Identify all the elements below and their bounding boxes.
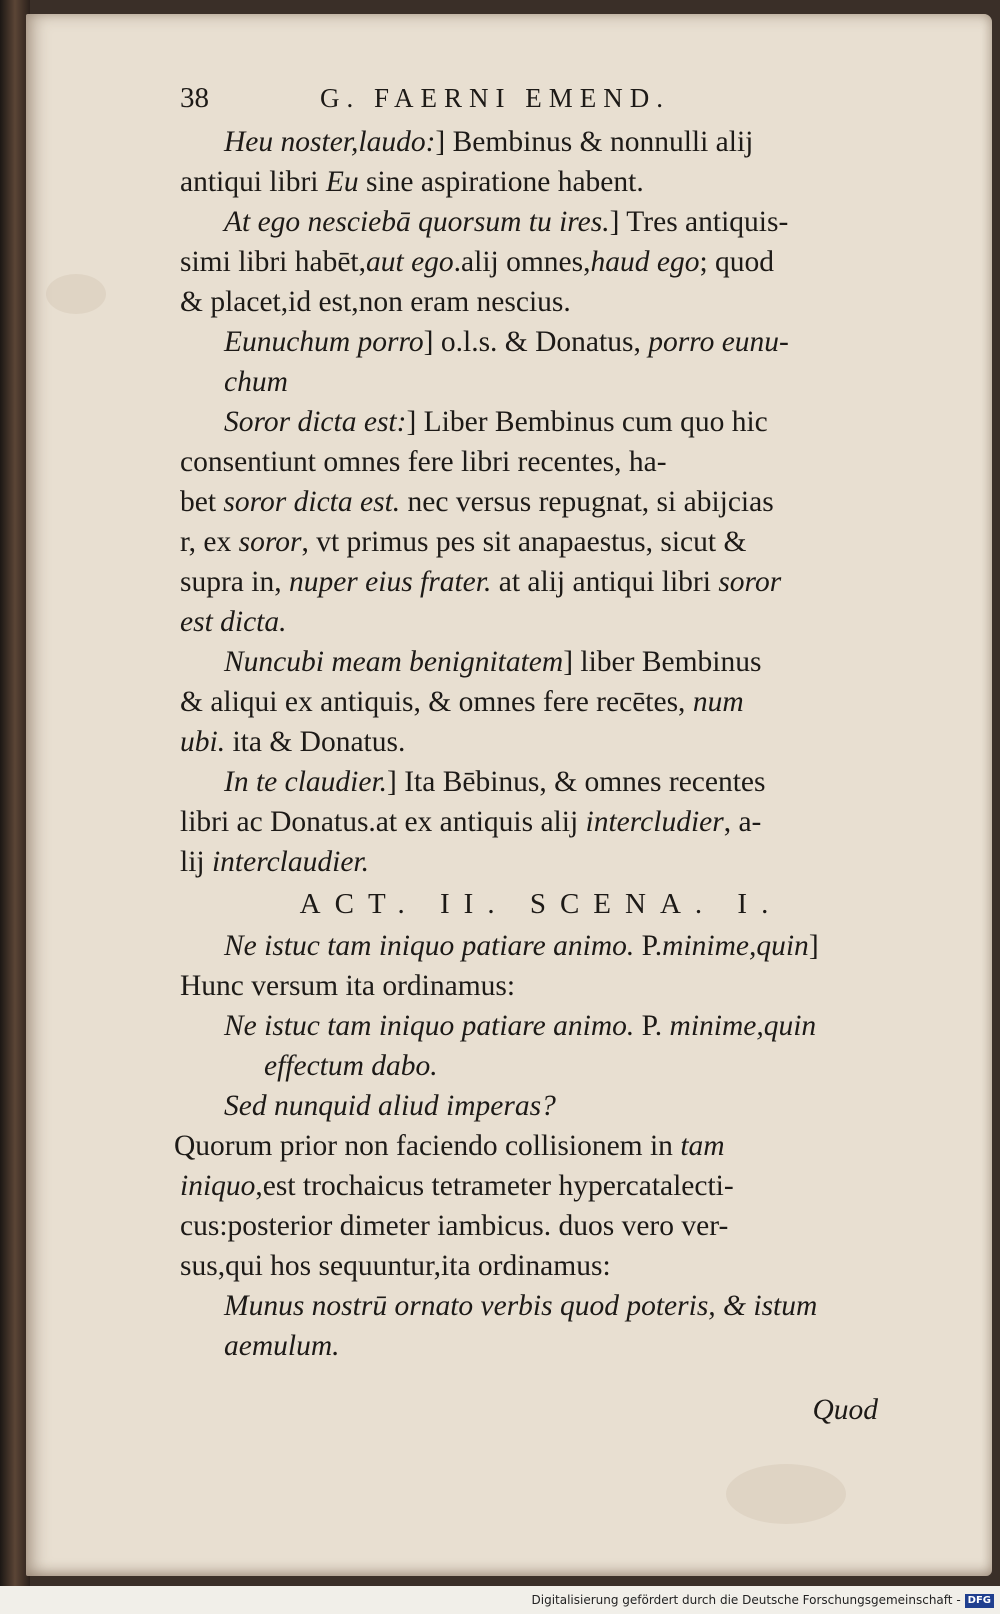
roman-text: bet: [180, 486, 224, 518]
italic-text: tam: [680, 1130, 725, 1162]
text-block-notes: [180, 122, 892, 882]
roman-text: & placet,id est,non eram nescius.: [180, 286, 571, 318]
italic-text: Soror dicta est:: [224, 406, 407, 438]
roman-text: simi libri habēt,: [180, 246, 366, 278]
roman-text: , vt primus pes sit anapaestus, sicut &: [301, 526, 747, 558]
italic-text: soror dicta est.: [223, 486, 401, 518]
roman-text: cus:posterior dimeter iambicus. duos vero ver-: [180, 1210, 729, 1242]
italic-text: intercludier: [585, 806, 724, 838]
roman-text: sine aspiratione habent.: [358, 166, 644, 198]
text-line: [180, 522, 892, 562]
roman-text: ] liber Bembinus: [563, 646, 762, 678]
italic-text: haud ego: [590, 246, 700, 278]
italic-text: Eunuchum porro: [224, 326, 424, 358]
paper-stain: [726, 1464, 846, 1524]
italic-text: At ego nesciebā quorsum tu ires.: [224, 206, 610, 238]
roman-text: ] Ita Bēbinus, & omnes recentes: [387, 766, 766, 798]
text-line: [180, 402, 892, 442]
roman-text: ita & Donatus.: [225, 726, 406, 758]
text-line: [180, 322, 892, 362]
italic-text: Heu noster,laudo:: [224, 126, 436, 158]
italic-text: minime,quin: [662, 930, 809, 962]
roman-text: & aliqui ex antiquis, & omnes fere recētes,: [180, 686, 693, 718]
roman-text: ] o.l.s. & Donatus,: [423, 326, 649, 358]
italic-text: aut ego: [366, 246, 454, 278]
text-line: [180, 1286, 892, 1326]
text-line: [180, 762, 892, 802]
italic-text: In te claudier.: [224, 766, 388, 798]
text-line: [180, 682, 892, 722]
funding-credit: Digitalisierung gefördert durch die Deutsche Forschungsgemeinschaft -: [531, 1593, 961, 1607]
text-line: [180, 562, 892, 602]
italic-text: Ne istuc tam iniquo patiare animo.: [224, 930, 635, 962]
text-line: [180, 242, 892, 282]
text-line: [180, 842, 892, 882]
text-line: [180, 602, 892, 642]
running-head: [180, 78, 892, 120]
italic-text: Eu: [325, 166, 359, 198]
text-line: [180, 122, 892, 162]
text-line: [180, 1246, 892, 1286]
text-line: [180, 202, 892, 242]
roman-text: consentiunt omnes fere libri recentes, ha-: [180, 446, 667, 478]
text-line: [180, 282, 892, 322]
roman-text: P.: [634, 930, 663, 962]
roman-text: supra in,: [180, 566, 289, 598]
scene-heading: ACT. II. SCENA. I.: [299, 888, 783, 920]
text-line: [180, 362, 892, 402]
roman-text: , a-: [723, 806, 762, 838]
page-text: [174, 78, 892, 1430]
italic-text: num: [692, 686, 744, 718]
text-line: [180, 722, 892, 762]
italic-text: iniquo: [180, 1170, 256, 1202]
roman-text: .alij omnes,: [453, 246, 591, 278]
roman-text: ] Liber Bembinus cum quo hic: [406, 406, 768, 438]
text-line: [180, 1206, 892, 1246]
roman-text: P.: [641, 1010, 670, 1042]
roman-text: antiqui libri: [180, 166, 326, 198]
text-line: [180, 1046, 892, 1086]
italic-text: interclaudier.: [211, 846, 370, 878]
italic-text: est dicta.: [180, 606, 287, 638]
text-line: [180, 1006, 892, 1046]
text-block-verses: [174, 926, 892, 1366]
dfg-logo: DFG: [965, 1594, 994, 1608]
roman-text: ] Bembinus & nonnulli alij: [435, 126, 754, 158]
roman-text: ] Tres antiquis-: [609, 206, 789, 238]
italic-text: porro eunu-: [648, 326, 789, 358]
italic-text: effectum dabo.: [264, 1050, 438, 1082]
roman-text: sus,qui hos sequuntur,ita ordinamus:: [180, 1250, 611, 1282]
digitization-footer: [0, 1586, 1000, 1614]
text-line: [180, 482, 892, 522]
italic-text: minime,quin: [669, 1010, 817, 1042]
roman-text: lij: [180, 846, 212, 878]
text-line: [180, 802, 892, 842]
roman-text: r, ex: [180, 526, 239, 558]
italic-text: soror: [238, 526, 302, 558]
text-line: [180, 162, 892, 202]
text-line: [180, 1326, 892, 1366]
italic-text: nuper eius frater.: [288, 566, 492, 598]
text-line: [180, 966, 892, 1006]
roman-text: ; quod: [699, 246, 775, 278]
italic-text: Nuncubi meam benignitatem: [224, 646, 564, 678]
paper-stain: [46, 274, 106, 314]
text-line: [180, 642, 892, 682]
text-line: [180, 926, 892, 966]
roman-text: ,est trochaicus tetrameter hypercatalecti-: [255, 1170, 734, 1202]
roman-text: Quorum prior non faciendo collisionem in: [174, 1130, 681, 1162]
running-title: G. FAERNI EMEND.: [320, 83, 670, 113]
roman-text: at alij antiqui libri: [491, 566, 719, 598]
text-line: [174, 1126, 892, 1166]
italic-text: Ne istuc tam iniquo patiare animo.: [224, 1010, 642, 1042]
page-number: 38: [180, 82, 209, 114]
roman-text: libri ac Donatus.at ex antiquis alij: [180, 806, 586, 838]
roman-text: Hunc versum ita ordinamus:: [180, 970, 516, 1002]
catchword: Quod: [812, 1394, 878, 1426]
italic-text: chum: [224, 366, 288, 398]
italic-text: soror: [718, 566, 782, 598]
roman-text: nec versus repugnat, si abijcias: [400, 486, 774, 518]
italic-text: Munus nostrū ornato verbis quod poteris, & istum: [224, 1290, 818, 1322]
italic-text: ubi.: [180, 726, 226, 758]
text-line: [180, 1166, 892, 1206]
text-line: [180, 1086, 892, 1126]
roman-text: ]: [808, 930, 819, 962]
italic-text: aemulum.: [224, 1330, 340, 1362]
italic-text: Sed nunquid aliud imperas?: [224, 1090, 556, 1122]
text-line: [180, 442, 892, 482]
